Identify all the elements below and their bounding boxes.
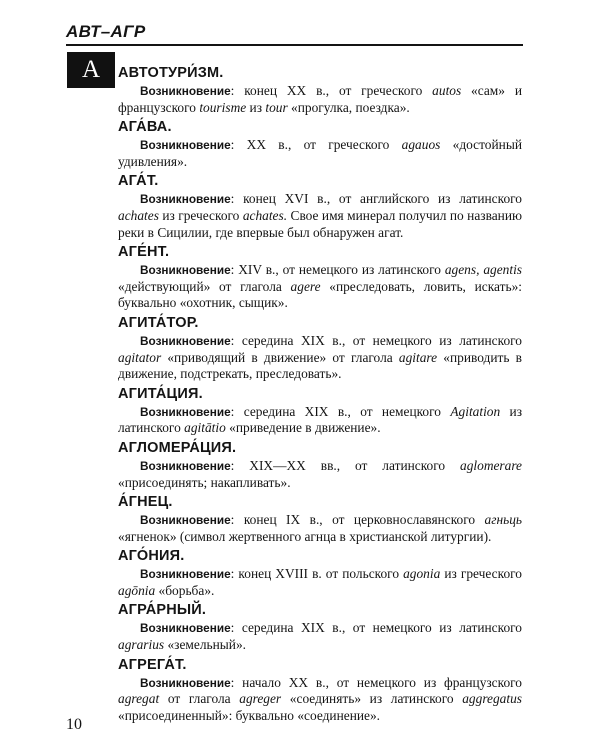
etymon-term: aggregatus xyxy=(462,691,522,707)
origin-label: Возникновение xyxy=(140,513,231,528)
definition-text: «присоединенный»: буквально «соединение». xyxy=(118,707,381,723)
entry-headword: АГРА́РНЫЙ. xyxy=(118,602,207,619)
entry-headword: АГО́НИЯ. xyxy=(118,548,185,565)
etymon-term: agreger xyxy=(239,691,282,707)
origin-label: Возникновение xyxy=(140,138,231,153)
running-head: АВТ–АГР xyxy=(66,22,146,41)
definition-text: : XIV в., от немецкого из латинского xyxy=(230,262,445,278)
definition-text: : конец IX в., от церковнославянского xyxy=(230,512,485,528)
definition-text: «присоединять; накапливать». xyxy=(118,474,291,490)
origin-label: Возникновение xyxy=(140,84,231,98)
definition-text: «приводить в движение, подстрекать, преследовать». xyxy=(118,349,522,382)
etymon-term: agōnia xyxy=(118,582,156,598)
entry-headword: АГИТА́ЦИЯ. xyxy=(118,385,203,402)
entry-headword: А́ГНЕЦ. xyxy=(118,494,173,511)
dictionary-entry xyxy=(118,438,522,491)
definition-text: из греческого xyxy=(158,207,243,223)
origin-label: Возникновение xyxy=(140,675,231,690)
definition-text: из латинского xyxy=(118,403,522,436)
etymon-term: agens, agentis xyxy=(444,262,522,278)
entry-headword: АГРЕГА́Т. xyxy=(118,656,187,673)
dictionary-entry xyxy=(118,492,522,545)
definition-text: : середина XIX в., от немецкого xyxy=(230,403,451,419)
entry-definition xyxy=(118,675,522,725)
definition-text: «сам» и французского xyxy=(118,83,522,115)
etymon-term: autos xyxy=(432,83,462,98)
origin-label: Возникновение xyxy=(140,404,231,419)
dictionary-entry xyxy=(118,242,522,312)
letter-tab: А xyxy=(67,52,115,88)
definition-text: «достойный удивления». xyxy=(118,137,522,169)
entry-headword: АГА́ВА. xyxy=(118,119,172,136)
entry-definition xyxy=(118,137,522,170)
etymon-term: achates xyxy=(118,207,159,223)
dictionary-entry xyxy=(118,655,522,725)
definition-text: из xyxy=(246,99,266,115)
dictionary-entry xyxy=(118,384,522,437)
etymon-term: tour xyxy=(265,99,288,115)
entry-headword: АГИТА́ТОР. xyxy=(118,314,199,331)
etymon-term: Agitation xyxy=(450,403,501,419)
definition-text: «преследовать, ловить, искать»: буквально «охотник, сыщик». xyxy=(118,278,522,311)
definition-text: : середина XIX в., от немецкого из латинского xyxy=(230,620,522,636)
origin-label: Возникновение xyxy=(140,263,231,278)
entry-definition xyxy=(118,512,522,545)
dictionary-entry xyxy=(118,63,522,116)
etymon-term: agregat xyxy=(118,691,160,707)
entry-definition xyxy=(118,191,522,241)
entry-headword: АГЛОМЕРА́ЦИЯ. xyxy=(118,439,237,456)
definition-text: «прогулка, поездка». xyxy=(287,99,410,115)
header-rule xyxy=(66,44,523,46)
definition-text: из греческого xyxy=(440,566,523,582)
entry-definition xyxy=(118,404,522,437)
entry-definition xyxy=(118,262,522,312)
etymon-term: aglomerare xyxy=(460,457,522,473)
page-number: 10 xyxy=(66,716,82,733)
entry-headword: АВТОТУРИ́ЗМ. xyxy=(118,65,224,81)
dictionary-entry xyxy=(118,600,522,653)
definition-text: : середина XIX в., от немецкого из латинского xyxy=(230,332,522,348)
etymon-term: agrarius xyxy=(118,637,165,653)
entry-definition xyxy=(118,566,522,599)
entry-list xyxy=(118,62,522,725)
entry-definition xyxy=(118,83,522,116)
entry-headword: АГЕ́НТ. xyxy=(118,244,170,261)
origin-label: Возникновение xyxy=(140,621,231,636)
origin-label: Возникновение xyxy=(140,192,231,207)
definition-text: «приведение в движение». xyxy=(225,420,381,436)
definition-text: : XIX—XX вв., от латинского xyxy=(230,457,461,473)
definition-text: : конец XVI в., от английского из латинского xyxy=(230,191,522,207)
definition-text: Свое имя минерал получил по названию реки в Сицилии, где впервые был обнаружен агат. xyxy=(118,207,522,240)
etymon-term: achates. xyxy=(242,207,288,223)
dictionary-entry xyxy=(118,171,522,241)
definition-text: «земельный». xyxy=(164,637,246,653)
origin-label: Возникновение xyxy=(140,333,231,348)
definition-text: : XX в., от греческого xyxy=(230,137,402,153)
etymon-term: agonia xyxy=(403,566,441,582)
etymon-term: tourisme xyxy=(199,99,247,115)
origin-label: Возникновение xyxy=(140,458,231,473)
etymon-term: agauos xyxy=(401,137,441,153)
entry-headword: АГА́Т. xyxy=(118,173,159,190)
definition-text: «приводящий в движение» от глагола xyxy=(161,349,399,365)
dictionary-entry xyxy=(118,117,522,170)
definition-text: «ягненок» (символ жертвенного агнца в христианской литургии). xyxy=(118,528,492,544)
definition-text: «действующий» от глагола xyxy=(118,278,291,294)
etymon-term: agitare xyxy=(398,349,438,365)
etymon-term: агньць xyxy=(484,512,522,528)
entry-definition xyxy=(118,458,522,491)
definition-text: от глагола xyxy=(159,691,240,707)
etymon-term: agitātio xyxy=(184,420,226,436)
etymon-term: agitator xyxy=(118,349,162,365)
definition-text: : начало XX в., от немецкого из французского xyxy=(230,674,522,690)
origin-label: Возникновение xyxy=(140,567,231,582)
entry-definition xyxy=(118,620,522,653)
definition-text: «соединять» из латинского xyxy=(281,691,463,707)
definition-text: : конец XVIII в. от польского xyxy=(230,566,404,582)
etymon-term: agere xyxy=(290,278,321,294)
dictionary-entry xyxy=(118,546,522,599)
definition-text: «борьба». xyxy=(155,582,215,598)
entry-definition xyxy=(118,333,522,383)
definition-text: : конец XX в., от греческого xyxy=(230,83,433,98)
dictionary-entry xyxy=(118,313,522,383)
